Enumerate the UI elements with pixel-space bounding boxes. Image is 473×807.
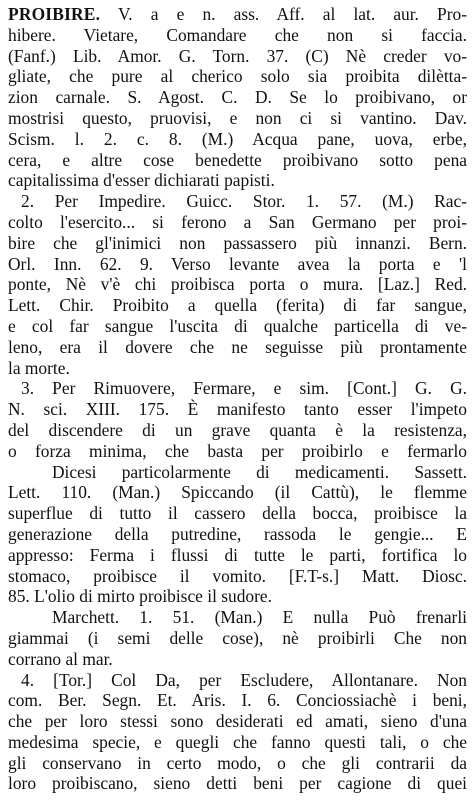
line-text: Orl. Inn. 62. 9. Verso levante avea la porta e 'l — [8, 253, 467, 274]
text-line — [8, 649, 467, 670]
text-line — [8, 87, 467, 108]
line-text: hibere. Vietare, Comandare che non si faccia. — [8, 24, 467, 45]
line-text: o forza minima, che basta per proibirlo e fermarlo — [8, 440, 467, 461]
line-text: del discendere di un grave quanta è la resistenza, — [8, 419, 467, 440]
dictionary-entry-proibire — [8, 4, 467, 794]
line-text: generazione della putredine, rassoda le gengie... E — [8, 523, 467, 544]
line-text: N. sci. XIII. 175. È manifesto tanto esser l'impeto — [8, 399, 467, 420]
text-line — [8, 545, 467, 566]
text-line — [8, 586, 467, 607]
text-line — [8, 337, 467, 358]
line-text: gliate, che pure al cherico solo sia proibita dilètta- — [8, 66, 467, 87]
entry-sense-1 — [8, 4, 467, 191]
text-line — [8, 773, 467, 794]
line-text: Lett. Chir. Proibito a quella (ferita) di far sangue, — [8, 295, 467, 316]
text-line — [8, 25, 467, 46]
line-text: che per loro stessi sono desiderati ed amati, sieno d'una — [8, 711, 467, 732]
line-text: colto l'esercito... si ferono a San Germano per proi- — [8, 211, 467, 232]
line-text: ponte, Nè v'è chi proibisca porta o mura. [Laz.] Red. — [8, 274, 467, 295]
text-line — [8, 4, 467, 25]
text-line — [8, 212, 467, 233]
entry-sense-4 — [8, 670, 467, 795]
entry-sense-2 — [8, 191, 467, 378]
text-line — [8, 482, 467, 503]
text-line — [8, 420, 467, 441]
text-line — [8, 670, 467, 691]
text-line — [8, 108, 467, 129]
text-line — [8, 46, 467, 67]
text-line — [8, 66, 467, 87]
line-text: corrano al mar. — [8, 648, 113, 669]
line-text: com. Ber. Segn. Et. Aris. I. 6. Conciossiachè i beni, — [8, 690, 467, 711]
line-text: leno, era il dovere che ne seguisse più prontamente — [8, 336, 467, 357]
text-line — [8, 628, 467, 649]
text-line — [8, 233, 467, 254]
line-text: loro proibiscano, sieno detti beni per cagione di quei — [8, 773, 467, 794]
line-text: 3. Per Rimuovere, Fermare, e sim. [Cont.] G. G. — [21, 378, 467, 399]
line-text: gli conservano in certo modo, o che gli contrarii da — [8, 752, 467, 773]
line-text: capitalissima d'esser dichiarati papisti. — [8, 170, 275, 191]
line-text: e col far sangue l'uscita di qualche particella di ve- — [8, 315, 467, 336]
text-line — [8, 607, 467, 628]
line-text: medesima specie, e quegli che fanno questi tali, o che — [8, 731, 467, 752]
text-line — [8, 295, 467, 316]
line-text: stomaco, proibisce il vomito. [F.T-s.] Matt. Diosc. — [8, 565, 467, 586]
headword: PROIBIRE. — [8, 4, 101, 24]
text-line — [8, 524, 467, 545]
text-line — [8, 170, 467, 191]
line-text: 85. L'olio di mirto proibisce il sudore. — [8, 586, 272, 607]
line-text: (Fanf.) Lib. Amor. G. Torn. 37. (C) Nè creder vo- — [8, 45, 467, 66]
line-text: cera, e altre cose benedette proibivano sotto pena — [8, 149, 467, 170]
entry-sense-3 — [8, 378, 467, 669]
text-line — [8, 711, 467, 732]
text-line — [8, 441, 467, 462]
line-text: Dicesi particolarmente di medicamenti. Sassett. — [52, 461, 467, 482]
line-text: giammai (i semi delle cose), nè proibirli Che non — [8, 627, 467, 648]
line-text: 4. [Tor.] Col Da, per Escludere, Allontanare. Non — [21, 669, 467, 690]
text-line — [8, 254, 467, 275]
line-text: la morte. — [8, 357, 70, 378]
text-line — [8, 378, 467, 399]
text-line — [8, 191, 467, 212]
text-line — [8, 690, 467, 711]
text-line — [8, 753, 467, 774]
line-text: appresso: Ferma i flussi di tutte le parti, fortifica lo — [8, 544, 467, 565]
text-line — [8, 503, 467, 524]
text-line — [8, 399, 467, 420]
line-text: Marchett. 1. 51. (Man.) E nulla Può frenarli — [52, 607, 467, 628]
text-line — [8, 274, 467, 295]
line-text: bire che gl'inimici non passassero più innanzi. Bern. — [8, 232, 467, 253]
text-line — [8, 129, 467, 150]
text-line — [8, 150, 467, 171]
line-text: V. a e n. ass. Aff. al lat. aur. Pro- — [100, 4, 467, 24]
line-text: Scism. l. 2. c. 8. (M.) Acqua pane, uova, erbe, — [8, 128, 467, 149]
text-line — [8, 462, 467, 483]
line-text: zion carnale. S. Agost. C. D. Se lo proibivano, or — [8, 87, 467, 108]
line-text: 2. Per Impedire. Guicc. Stor. 1. 57. (M.) Rac- — [21, 191, 467, 212]
text-line — [8, 566, 467, 587]
line-text: Lett. 110. (Man.) Spiccando (il Cattù), le flemme — [8, 482, 467, 503]
line-text: superflue di tutto il cassero della bocca, proibisce la — [8, 503, 467, 524]
line-text: mostrisi questo, pruovisi, e non ci si vantino. Dav. — [8, 107, 467, 128]
text-line — [8, 732, 467, 753]
text-line — [8, 358, 467, 379]
text-line — [8, 316, 467, 337]
